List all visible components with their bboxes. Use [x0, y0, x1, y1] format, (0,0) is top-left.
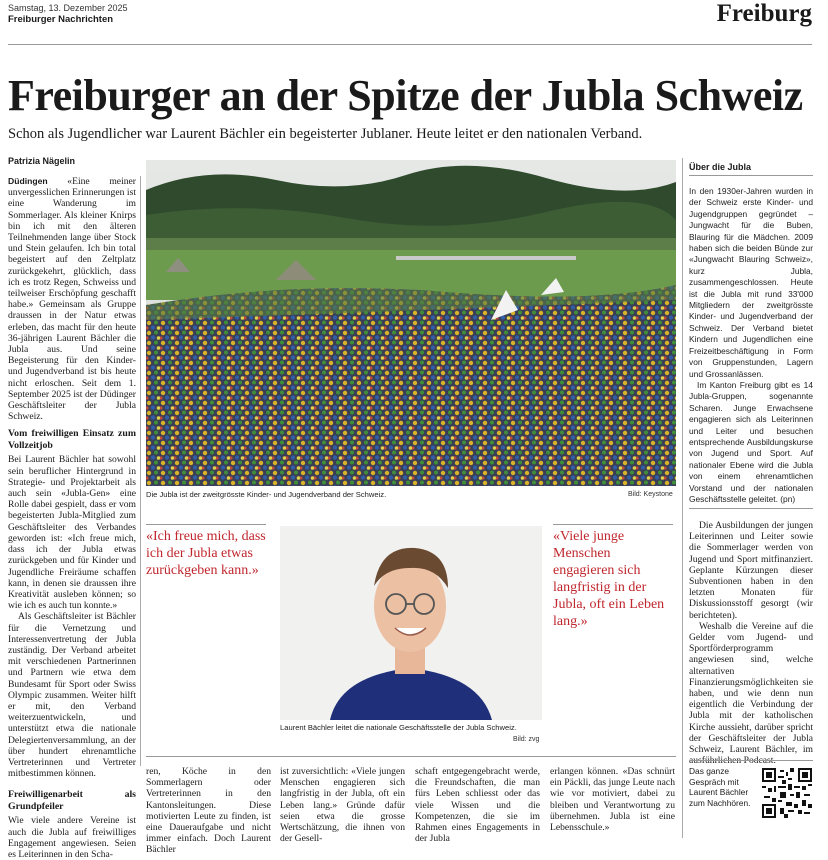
- bottom-column-1: ren, Köche in den Sommerlagern oder Vertreterinnen in den Kantonsleitungen. Diese motivierten Leute zu finden, ist eine Daueraufgabe und nicht immer einfach. Doch Laurent Bächler: [146, 766, 271, 856]
- dateline: Düdingen: [8, 176, 48, 186]
- subheading-2: Freiwilligenarbeit als Grundpfeiler: [8, 789, 136, 812]
- issue-date: Samstag, 13. Dezember 2025: [8, 3, 128, 13]
- sidebar-title-rule: [689, 175, 813, 176]
- portrait-photo: [280, 526, 542, 720]
- photo-credit: Bild: Keystone: [628, 491, 673, 498]
- right-paragraph-2: Weshalb die Vereine auf die Gelder vom Jugend- und Sportförderprogramm angewiesen sind, welche alternativen Finanzierungsmöglichkeiten sie haben, und wie denn nun eigentlich die Verbindung der Jubla mit der katholischen Kirche aussieht, darüber spricht der Geschäftsleiter der Jubla Schweiz, Laurent Bächler, im: [689, 620, 813, 756]
- header-rule: [8, 44, 812, 45]
- bottom-column-3: schaft entgegengebracht werde, die Freundschaften, die man fürs Leben schliesst oder das viele Wissen und die Kompetenzen, die sie im Rahmen eines Engagements in der Jubla: [415, 766, 540, 845]
- sidebar-divider: [682, 158, 683, 838]
- quote-left-rule: [146, 524, 266, 525]
- sidebar-title: Über die Jubla: [689, 162, 752, 172]
- photo-caption: Die Jubla ist der zweitgrösste Kinder- und Jugendverband der Schweiz.: [146, 490, 387, 499]
- paragraph-4: Wie viele andere Vereine ist auch die Jubla auf freiwilliges Engagement angewiesen. Seien es Leiterinnen in den Scha-: [8, 815, 136, 860]
- paragraph-1: [8, 176, 136, 422]
- qr-code-icon[interactable]: [762, 768, 812, 818]
- pull-quote-left: «Ich freue mich, dass ich der Jubla etwas zurückgeben kann.»: [146, 529, 266, 578]
- podcast-rule: [689, 760, 813, 761]
- lead-text: Schon als Jugendlicher war Laurent Bächler ein begeisterter Jublaner. Heute leitet er den nationalen Verband.: [8, 126, 643, 142]
- sidebar-paragraph-2: Im Kanton Freiburg gibt es 14 Jubla-Gruppen, sogenannte Scharen. Junge Erwachsene engagieren sich als Leiterinnen und Leiter und besuchen entsprechende Ausbildungskurse von Jugend und Sport. Auf nationaler Ebene wird die Jubla von einem ehrenamtlichen Vorstand und der nationalen Geschäftsstelle geleitet. (pn): [689, 379, 813, 504]
- quote-right-rule: [553, 524, 673, 525]
- paragraph-1-text: «Eine meiner unvergesslichen Erinnerungen ist eine Wanderung im Sommerlager. Als kleiner Knirps bin ich mit den älteren Teilnehmenden lange über Stock und Stein gelaufen. Ich bin total begeistert auf den Zeltplatz zurückgekehrt, glücklich, dass ich es trotz Regen, Schweiss und teilweiser Erschöpfung geschafft habe.» Gemeinsam als Gruppe draussen in der Natur etwas erleben, das macht für den heute 36-jährigen Laurent Bächler die Jubla aus. Und seine Begeisterung für den Kinder- und Jugendverband ist bis heute nicht erloschen. Seit dem 1. September 2025 ist der Düdinger Geschäftsleiter der Jubla Schweiz.: [8, 176, 136, 423]
- subheading-1: Vom freiwilligen Einsatz zum Vollzeitjob: [8, 428, 136, 451]
- article-column-1: [8, 176, 136, 860]
- sidebar-text: [689, 186, 813, 505]
- sidebar-end-rule: [689, 508, 813, 509]
- headline: Freiburger an der Spitze der Jubla Schweiz: [8, 71, 803, 120]
- paragraph-3: Als Geschäftsleiter ist Bächler für die Vernetzung und Interessenvertretung der Jubla zuständig. Der Verband arbeitet mit verschiedenen Partnerinnen und Partnern wie etwa dem Bundesamt für Sport oder Swiss Olympic zusammen. Weiter hilft er mit, den Verband weiterzuentwickeln, und unterstützt etwa die nationale Delegiertenversammlung, an der über hundert ehrenamtliche Vertreterinnen und Vertreter mitbestimmen können.: [8, 611, 136, 780]
- sidebar-paragraph-1: In den 1930er-Jahren wurden in der Schweiz erste Kinder- und Jugendgruppen gegründet – Jungwacht für die Buben, Blauring für die Mädchen. 2009 haben sich die beiden Bünde zur «Jungwacht Blauring Schweiz», kurz Jubla, zusammengeschlossen. Heute ist die Jubla mit rund 33'000 Mitgliedern der zweitgrösste Kinder- und Jugendverband der Schweiz. Der Verband bietet Kindern und Jugendlichen eine Freizeitbeschäftigung in Form von Gruppenstunden, Lagern und Grossanlässen.: [689, 186, 813, 379]
- portrait-credit: Bild: zvg: [513, 736, 540, 743]
- section-title: Freiburg: [716, 0, 812, 27]
- portrait-illustration: [280, 526, 542, 720]
- article-right-column: [689, 520, 813, 756]
- bottom-column-2: ist zuversichtlich: «Viele jungen Menschen engagieren sich langfristig in der Jubla, oft ein Leben lang.» Gründe dafür seien etwa die grosse Wertschätzung, die ihnen von der Gesell-: [280, 766, 405, 845]
- bottom-column-4: erlangen können. «Das schnürt ein Päckli, das junge Leute nach wie vor motiviert, dabei zu bleiben und Verantwortung zu übernehmen. Jubla ist eine Lebensschule.»: [550, 766, 675, 834]
- jubla-crowd-photo: [146, 160, 676, 486]
- paragraph-2: Bei Laurent Bächler hat sowohl sein beruflicher Hintergrund in Strategie- und Projektarbeit als auch sein «Jubla-Gen» eine Rolle dabei gespielt, dass er vom begeisterten Jubla-Mitglied zum Geschäftsleiter des Verbandes geworden ist: «Ich freue mich, dass ich der Jubla etwas zurückgeben und für Kinder und Jugendliche Freiräume schaffen kann, in denen sie draussen ihre Kreativität ausleben können; so wie ich es auch tun konnte.»: [8, 454, 136, 612]
- author-byline: Patrizia Nägelin: [8, 156, 76, 166]
- column-divider: [140, 176, 141, 766]
- newspaper-name: Freiburger Nachrichten: [8, 14, 114, 25]
- bottom-divider: [146, 756, 676, 757]
- pull-quote-right: «Viele junge Menschen engagieren sich langfristig in der Jubla, oft ein Leben lang.»: [553, 529, 665, 629]
- podcast-text: Das ganze Gespräch mit Laurent Bächler zum Nachhören.: [689, 766, 751, 808]
- portrait-caption: Laurent Bächler leitet die nationale Geschäftsstelle der Jubla Schweiz.: [280, 723, 517, 732]
- crowd-illustration: [146, 160, 676, 486]
- right-paragraph-1: Die Ausbildungen der jungen Leiterinnen und Leiter sowie die Sommerlager werden von Jugend und Sport mitfinanziert. Geplante Kürzungen dieser Subventionen haben in den letzten Monaten für Diskussionsstoff gesorgt (wir berichteten).: [689, 520, 813, 621]
